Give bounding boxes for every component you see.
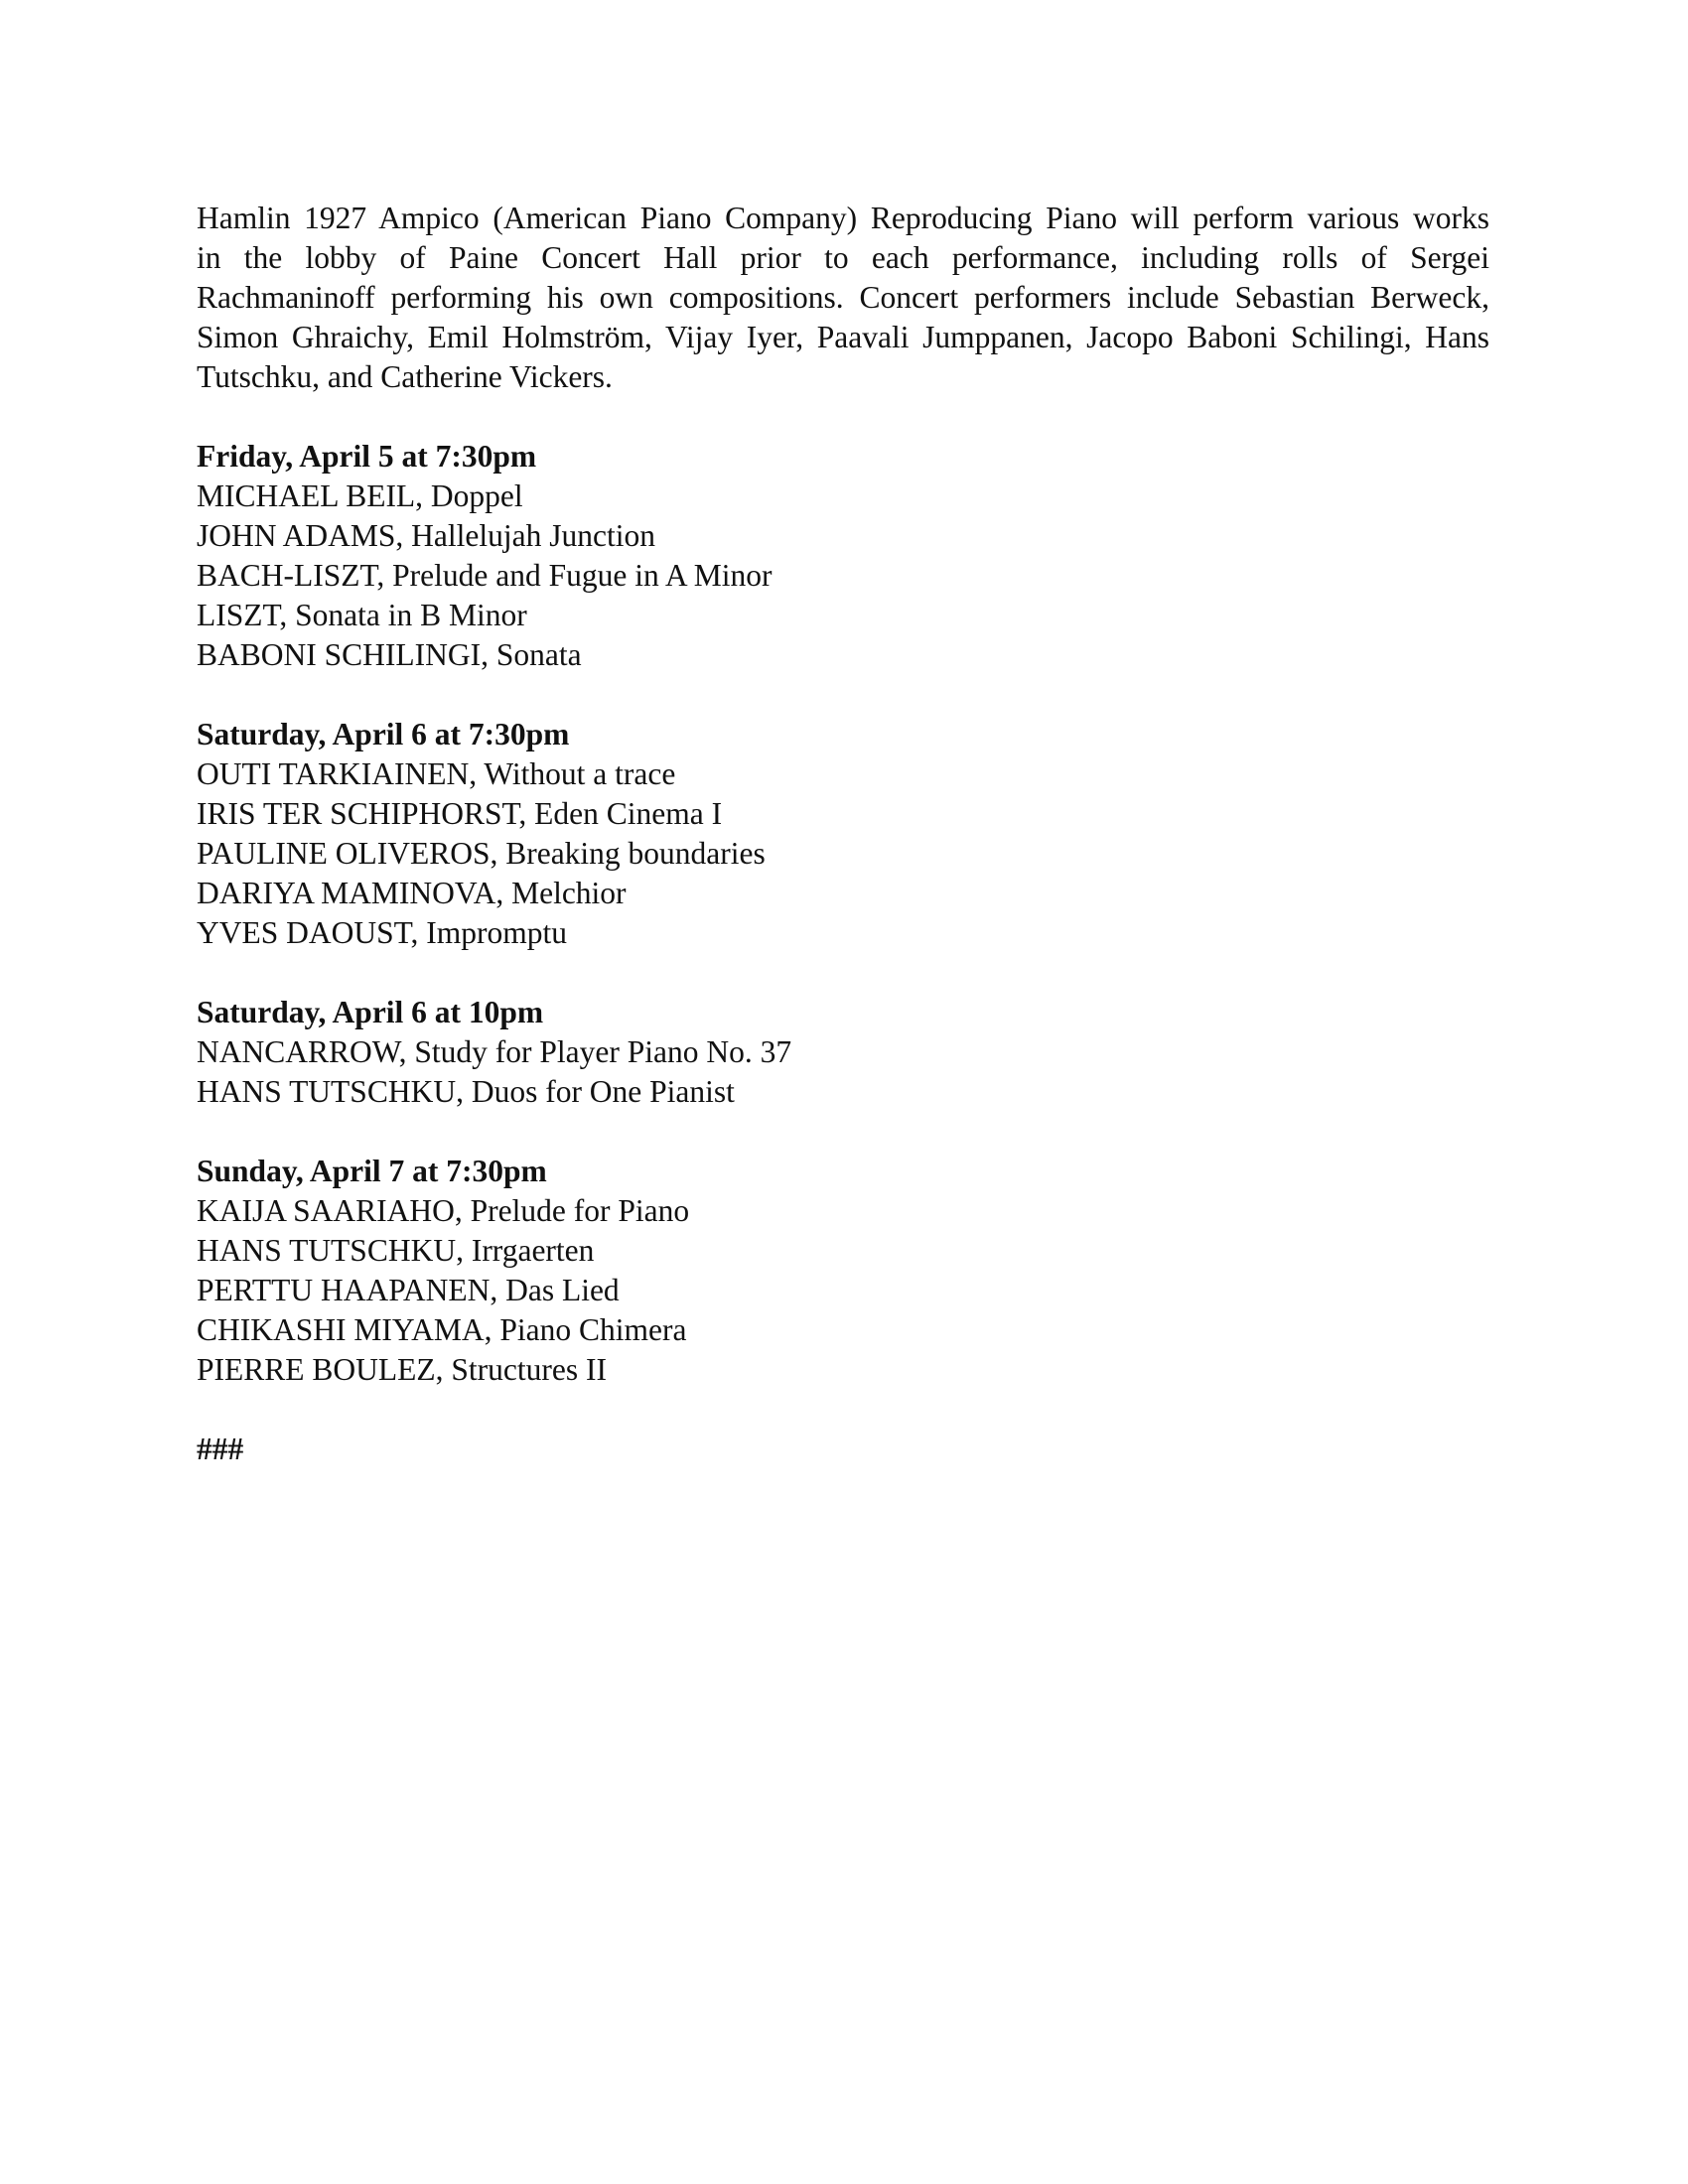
work-item: PAULINE OLIVEROS, Breaking boundaries [197, 836, 766, 871]
intro-paragraph [197, 199, 1489, 397]
end-mark: ### [197, 1432, 244, 1466]
intro-line: Hamlin 1927 Ampico (American Piano Company) Reproducing Piano will perform various works [197, 201, 1489, 235]
work-list [197, 1191, 1489, 1390]
program-saturday-april-6-late [197, 993, 1489, 1112]
work-item: OUTI TARKIAINEN, Without a trace [197, 756, 676, 791]
work-item: BACH-LISZT, Prelude and Fugue in A Minor [197, 558, 773, 593]
work-item: YVES DAOUST, Impromptu [197, 915, 568, 950]
intro-line: in the lobby of Paine Concert Hall prior to each performance, including rolls of Sergei [197, 240, 1489, 275]
program-heading: Saturday, April 6 at 10pm [197, 995, 544, 1029]
work-item: NANCARROW, Study for Player Piano No. 37 [197, 1034, 792, 1069]
intro-line: Rachmaninoff performing his own compositions. Concert performers include Sebastian Berweck, [197, 280, 1489, 315]
work-item: HANS TUTSCHKU, Irrgaerten [197, 1233, 595, 1268]
program-sunday-april-7 [197, 1152, 1489, 1390]
work-item: PERTTU HAAPANEN, Das Lied [197, 1273, 620, 1307]
document-page [197, 199, 1489, 1469]
program-friday-april-5 [197, 437, 1489, 675]
work-item: BABONI SCHILINGI, Sonata [197, 637, 582, 672]
program-heading: Saturday, April 6 at 7:30pm [197, 717, 570, 751]
work-item: LISZT, Sonata in B Minor [197, 598, 527, 632]
work-list [197, 754, 1489, 953]
work-item: DARIYA MAMINOVA, Melchior [197, 876, 627, 910]
intro-line: Tutschku, and Catherine Vickers. [197, 359, 613, 394]
work-item: IRIS TER SCHIPHORST, Eden Cinema I [197, 796, 723, 831]
program-heading: Sunday, April 7 at 7:30pm [197, 1154, 547, 1188]
program-heading: Friday, April 5 at 7:30pm [197, 439, 537, 474]
work-list [197, 477, 1489, 675]
work-item: KAIJA SAARIAHO, Prelude for Piano [197, 1193, 690, 1228]
work-item: PIERRE BOULEZ, Structures II [197, 1352, 607, 1387]
intro-line: Simon Ghraichy, Emil Holmström, Vijay Iyer, Paavali Jumppanen, Jacopo Baboni Schilingi, Hans [197, 320, 1489, 354]
work-item: HANS TUTSCHKU, Duos for One Pianist [197, 1074, 735, 1109]
work-item: CHIKASHI MIYAMA, Piano Chimera [197, 1312, 687, 1347]
work-list [197, 1032, 1489, 1112]
program-saturday-april-6-evening [197, 715, 1489, 953]
work-item: JOHN ADAMS, Hallelujah Junction [197, 518, 655, 553]
work-item: MICHAEL BEIL, Doppel [197, 478, 523, 513]
